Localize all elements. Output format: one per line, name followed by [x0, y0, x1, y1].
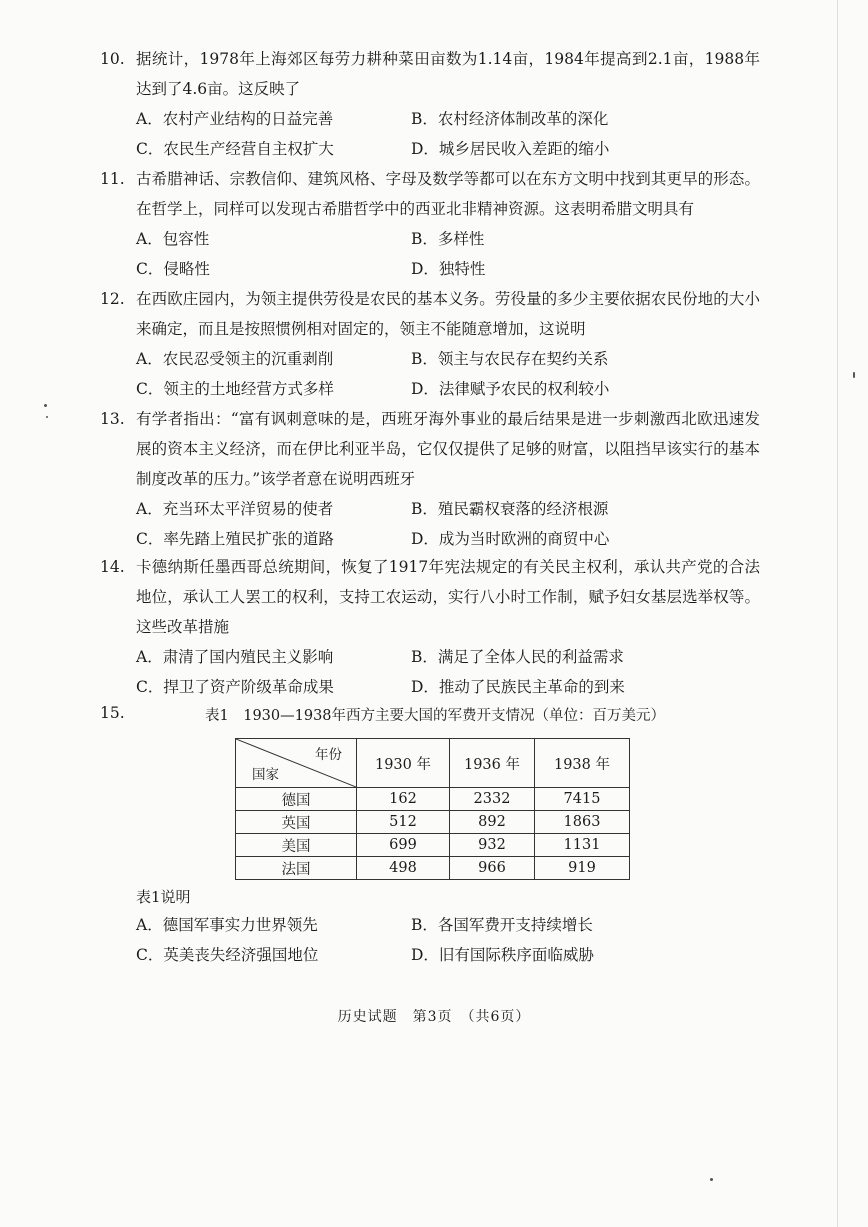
option-b[interactable]: B．农村经济体制改革的深化: [411, 110, 609, 128]
value-cell: 498: [357, 857, 450, 880]
value-cell: 1863: [535, 811, 630, 834]
question-text: 在西欧庄园内，为领主提供劳役是农民的基本义务。劳役量的多少主要依据农民份地的大小来确定，而且是按照惯例相对固定的，领主不能随意增加，这说明: [136, 290, 760, 338]
table-note: 表1说明: [136, 888, 191, 906]
option-a[interactable]: A．包容性: [136, 230, 210, 248]
value-cell: 932: [450, 834, 535, 857]
question-11: [100, 164, 760, 224]
option-a[interactable]: A．肃清了国内殖民主义影响: [136, 648, 334, 666]
option-c[interactable]: C．侵略性: [136, 260, 210, 278]
option-b[interactable]: B．领主与农民存在契约关系: [411, 350, 609, 368]
page-footer: 历史试题 第3页 （共6页）: [337, 1009, 531, 1025]
scan-speck: [44, 404, 47, 407]
value-cell: 699: [357, 834, 450, 857]
option-b[interactable]: B．殖民霸权衰落的经济根源: [411, 500, 609, 518]
question-text: 有学者指出：“富有讽刺意味的是，西班牙海外事业的最后结果是进一步刺激西北欧迅速发展的资本主义经济，而在伊比利亚半岛，它仅仅提供了足够的财富，以阻挡早该实行的基本制度改革的压力。”该学者意在说明西班牙: [136, 410, 760, 488]
question-11-options: [136, 224, 736, 284]
option-c[interactable]: C．捍卫了资产阶级革命成果: [136, 678, 334, 696]
option-a[interactable]: A．农民忍受领主的沉重剥削: [136, 350, 334, 368]
option-d[interactable]: D．法律赋予农民的权利较小: [411, 380, 610, 398]
country-cell: 德国: [236, 788, 357, 811]
question-text: 古希腊神话、宗教信仰、建筑风格、字母及数学等都可以在东方文明中找到其更早的形态。在哲学上，同样可以发现古希腊哲学中的西亚北非精神资源。这表明希腊文明具有: [136, 170, 760, 218]
question-text: 卡德纳斯任墨西哥总统期间，恢复了1917年宪法规定的有关民主权利，承认共产党的合法地位，承认工人罢工的权利，支持工农运动，实行八小时工作制，赋予妇女基层选举权等。这些改革措施: [136, 558, 760, 636]
option-b[interactable]: B．各国军费开支持续增长: [411, 916, 593, 934]
question-text: 据统计，1978年上海郊区每劳力耕种菜田亩数为1.14亩，1984年提高到2.1亩，1988年达到了4.6亩。这反映了: [136, 50, 760, 98]
question-14-options: [136, 642, 736, 702]
question-number: 12.: [100, 290, 125, 308]
question-10: [100, 44, 760, 104]
country-cell: 美国: [236, 834, 357, 857]
question-13: [100, 404, 760, 494]
table-row: [236, 834, 630, 857]
value-cell: 162: [357, 788, 450, 811]
corner-year-label: 年份: [315, 747, 342, 763]
corner-country-label: 国家: [252, 767, 279, 783]
option-b[interactable]: B．满足了全体人民的利益需求: [411, 648, 624, 666]
question-number: 11.: [100, 170, 125, 188]
option-a[interactable]: A．充当环太平洋贸易的使者: [136, 500, 334, 518]
option-d[interactable]: D．成为当时欧洲的商贸中心: [411, 530, 610, 548]
value-cell: 1131: [535, 834, 630, 857]
option-c[interactable]: C．率先踏上殖民扩张的道路: [136, 530, 334, 548]
military-spending-table: [235, 738, 630, 880]
table-row: [236, 788, 630, 811]
year-header: 1930 年: [357, 739, 450, 788]
table-header-row: [236, 739, 630, 788]
option-c[interactable]: C．英美丧失经济强国地位: [136, 946, 319, 964]
question-14: [100, 552, 760, 642]
question-number: 14.: [100, 558, 125, 576]
question-number: 15.: [100, 704, 125, 722]
option-c[interactable]: C．领主的土地经营方式多样: [136, 380, 334, 398]
option-a[interactable]: A．德国军事实力世界领先: [136, 916, 318, 934]
question-12: [100, 284, 760, 344]
year-header: 1936 年: [450, 739, 535, 788]
question-15-options: [136, 910, 736, 970]
table-caption: 表1 1930—1938年西方主要大国的军费开支情况（单位：百万美元）: [205, 708, 666, 724]
question-10-options: [136, 104, 736, 164]
table-row: [236, 811, 630, 834]
option-a[interactable]: A．农村产业结构的日益完善: [136, 110, 334, 128]
question-13-options: [136, 494, 736, 554]
question-number: 13.: [100, 410, 125, 428]
country-cell: 英国: [236, 811, 357, 834]
option-c[interactable]: C．农民生产经营自主权扩大: [136, 140, 334, 158]
option-d[interactable]: D．城乡居民收入差距的缩小: [411, 140, 610, 158]
value-cell: 966: [450, 857, 535, 880]
value-cell: 512: [357, 811, 450, 834]
option-d[interactable]: D．旧有国际秩序面临威胁: [411, 946, 594, 964]
scan-speck: [853, 372, 855, 378]
year-header: 1938 年: [535, 739, 630, 788]
value-cell: 919: [535, 857, 630, 880]
question-12-options: [136, 344, 736, 404]
value-cell: 892: [450, 811, 535, 834]
option-d[interactable]: D．独特性: [411, 260, 486, 278]
country-cell: 法国: [236, 857, 357, 880]
scan-edge-line: [837, 0, 838, 1227]
table-corner-cell: [236, 739, 357, 788]
value-cell: 7415: [535, 788, 630, 811]
option-b[interactable]: B．多样性: [411, 230, 485, 248]
value-cell: 2332: [450, 788, 535, 811]
scan-speck: [46, 416, 48, 418]
table-row: [236, 857, 630, 880]
scan-speck: [710, 1178, 713, 1181]
option-d[interactable]: D．推动了民族民主革命的到来: [411, 678, 625, 696]
question-number: 10.: [100, 50, 125, 68]
